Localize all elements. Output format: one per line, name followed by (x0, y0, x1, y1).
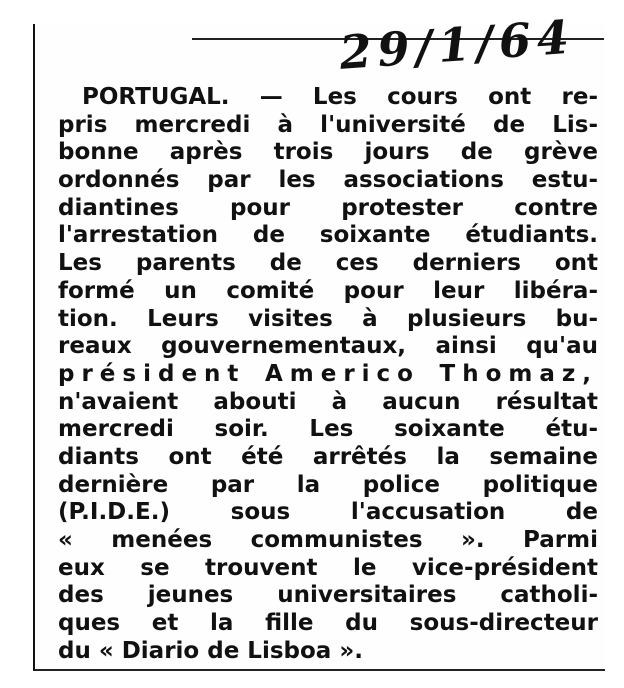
article-line: ques et la fille du sous-directeur (58, 610, 598, 637)
article-line: n'avaient abouti à aucun résultat (58, 388, 598, 415)
article-line: PORTUGAL. — Les cours ont re- (82, 84, 598, 110)
article-line: tion. Leurs visites à plusieurs bu- (58, 305, 598, 332)
article-line: président Americo Thomaz, (58, 360, 598, 387)
article-line: dernière par la police politique (58, 471, 598, 498)
article-line: pris mercredi à l'université de Lis- (58, 111, 598, 138)
article-line: ordonnés par les associations estu- (58, 167, 598, 194)
article-line: diants ont été arrêtés la semaine (58, 443, 598, 470)
article-line: formé un comité pour leur libéra- (58, 277, 598, 304)
handwritten-date: 29/1/64 (337, 9, 577, 80)
article-line: mercredi soir. Les soixante étu- (58, 416, 598, 443)
article-line: du « Diario de Lisboa ». (58, 637, 363, 664)
article-line: (P.I.D.E.) sous l'accusation de (58, 499, 598, 526)
article-line: bonne après trois jours de grève (58, 139, 598, 166)
article-line: Les parents de ces derniers ont (58, 250, 598, 277)
article-line: diantines pour protester contre (58, 194, 598, 221)
article-line: l'arrestation de soixante étudiants. (58, 222, 598, 249)
article-line: « menées communistes ». Parmi (58, 527, 598, 553)
article-line: reaux gouvernementaux, ainsi qu'au (58, 333, 598, 360)
article-text (58, 84, 598, 665)
article-line: des jeunes universitaires catholi- (58, 582, 598, 609)
article-line: eux se trouvent le vice-président (58, 554, 598, 581)
